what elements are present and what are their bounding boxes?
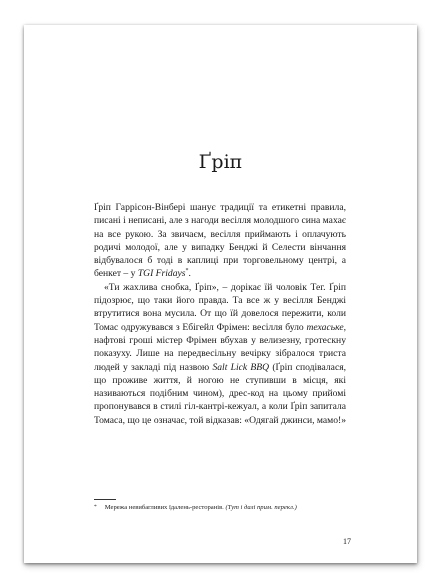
body-text	[94, 201, 346, 427]
restaurant-name-tgi: TGI Fridays	[137, 268, 186, 280]
footnote-mark: *	[94, 504, 97, 510]
footnote-translator-note: (Тут і далі прим. перекл.)	[225, 504, 297, 511]
footnote	[94, 503, 356, 512]
word-texan: техаське	[306, 321, 344, 333]
restaurant-name-salt-lick: Salt Lick BBQ	[212, 361, 270, 373]
chapter-title: Ґріп	[198, 151, 243, 173]
paragraph-1-text-d: .	[188, 268, 191, 280]
footnote-divider	[94, 499, 116, 500]
paragraph-1-text-a: Ґріп Гаррісон-Вінбері шанує традиції та етикетні правила, писані і неписані, але з нагоди весілля молодшого сина махає на все рукою. За звичаєм, весілля приймають і оплачують родичі молодої, але у випадку Бенджі й Селести вінчання відбувалося б тоді в каплиці при торговельному центрі, а бенкет – у	[94, 202, 346, 280]
page-number: 17	[343, 537, 351, 546]
paragraph-2-text-e: (Ґріп сподівалася, що проживе життя, й ногою не ступивши в місця, які називаються подібним чином), дрес-код на цьому прийомі пропонувався в стилі гіл-кантрі-кежуал, а коли Ґріп запитала Томаса, що це означає, той відказав: «Одягай джинси, мамо!»	[94, 361, 347, 426]
paragraph-2	[94, 281, 346, 427]
paragraph-1	[94, 201, 346, 281]
paragraph-2-text-a: «Ти жахлива снобка, Ґріп», – дорікає їй чоловік Тег. Ґріп підозрює, що таки його правда. Та все ж у весілля Бенджі втрутитися вона мусила. От що їй довелося пережити, коли Томас одружувався з Ебігейл Фрімен: весілля було	[94, 281, 346, 333]
book-page	[24, 25, 417, 563]
paragraph-2-text-c: , нафтові гроші містер Фрімен вбухав у велизезну, гротескну показуху. Лише на передвесільну вечірку зібралося триста людей у закладі під назвою	[94, 321, 346, 373]
footnote-ref: *	[185, 268, 189, 275]
footnote-text: Мережа невибагливих їдалень-ресторанів.	[104, 504, 226, 511]
